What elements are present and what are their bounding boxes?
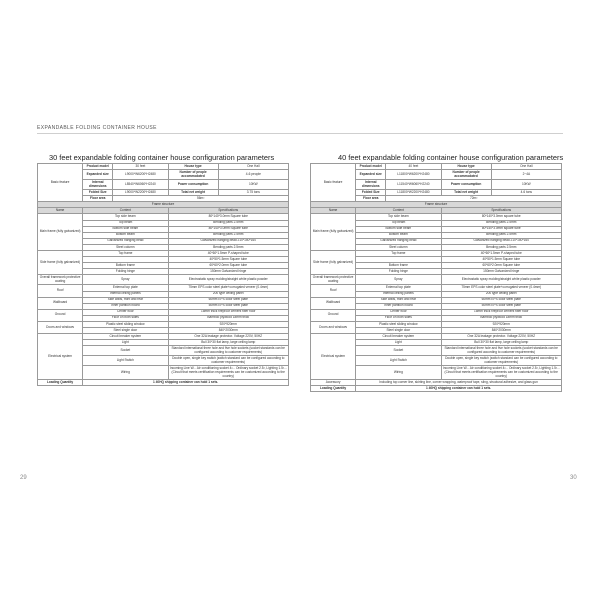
spec-specification: Bull 30*30 flat lamp, large ceiling lamp bbox=[168, 340, 289, 346]
spec-specification: 80*140*3.0mm Square tube bbox=[168, 226, 289, 232]
spec-specification: Bending parts 2.5mm bbox=[441, 244, 562, 250]
spec-specification: Galvanized hanging bead 210*150*160 bbox=[168, 238, 289, 244]
spec-content: Top frame bbox=[83, 251, 168, 257]
spec-specification: 150mm Galvanized hinge bbox=[441, 269, 562, 275]
spec-specification: Galvanized hanging bead 210*150*160 bbox=[441, 238, 562, 244]
column-header-content: Content bbox=[83, 208, 168, 214]
basic-value: L8540*W6060*H2240 bbox=[113, 180, 168, 190]
spec-content: Socket bbox=[83, 346, 168, 356]
spec-content: Bottom frame bbox=[83, 263, 168, 269]
spec-specification: Electrostatic spray molding/straight white plastic powder bbox=[441, 275, 562, 285]
spec-specification: Standard international three hole and five hole sockets (socket standards can be configured according to customer requirements) bbox=[168, 346, 289, 356]
basic-key: Total net weight bbox=[441, 190, 491, 196]
right-spec-table bbox=[310, 163, 562, 392]
spec-specification: Bending parts 2.5mm bbox=[168, 232, 289, 238]
basic-key: Power consumption bbox=[168, 180, 218, 190]
spec-specification: Standard international three hole and five hole sockets (socket standards can be configured according to customer requirements) bbox=[441, 346, 562, 356]
running-header: EXPANDABLE FOLDING CONTAINER HOUSE bbox=[37, 125, 157, 131]
spec-specification: 18mm thick fireproof cement fiber floor bbox=[168, 309, 289, 315]
basic-key: House type bbox=[168, 164, 218, 170]
spec-specification: 75mm EPS color steel plate+corrugated veneer (0.4mm) bbox=[441, 285, 562, 291]
spec-specification: One 32A leakage protector. Voltage 220V, 50HZ bbox=[441, 334, 562, 340]
spec-content: Top side beam bbox=[83, 214, 168, 220]
group-name: Electrical system bbox=[311, 334, 356, 380]
spec-specification: 60*60*2.0mm Square tube bbox=[441, 263, 562, 269]
spec-specification: 920*920mm bbox=[441, 321, 562, 327]
spec-specification: 60*60*2.0mm Square tube bbox=[168, 263, 289, 269]
spec-specification: 40*60*1.5mm P-shaped tube bbox=[168, 251, 289, 257]
basic-key: House type bbox=[441, 164, 491, 170]
group-name: Doors and windows bbox=[311, 321, 356, 333]
basic-value: L11540*W6060*H2240 bbox=[386, 180, 441, 190]
spec-content: Floor on both sides bbox=[356, 315, 441, 321]
loading-quantity-row bbox=[311, 386, 562, 392]
basic-value: L9000*W6200*H2480 bbox=[113, 170, 168, 180]
spec-row bbox=[38, 275, 289, 285]
spec-content: Top beam bbox=[356, 220, 441, 226]
spec-content: Galvanized hanging bead bbox=[356, 238, 441, 244]
loading-quantity-value: 1 40HQ shipping container can hold 1 sets. bbox=[356, 386, 562, 392]
spec-specification: Incoming Line W... Air conditioning socket 4²... Ordinary socket 2.5², Lighting 1.5²... (Circuit that meets certification requirements can be customized according to the country) bbox=[169, 365, 287, 378]
spec-content: Bottom beam bbox=[356, 232, 441, 238]
spec-content: Steel single door bbox=[83, 328, 168, 334]
basic-key: Folded Size bbox=[83, 190, 113, 196]
spec-content: External top plate bbox=[356, 285, 441, 291]
spec-content: Steel column bbox=[83, 244, 168, 250]
basic-value: L9000*W2200*H2480 bbox=[113, 190, 168, 196]
column-header-specifications: Specifications bbox=[168, 208, 289, 214]
loading-quantity-value: 1 40HQ shipping container can hold 1 sets. bbox=[83, 380, 289, 386]
spec-specification: Double open, single key switch (switch standard can be configured according to customer requirements) bbox=[441, 356, 562, 366]
right-page-title: 40 feet expandable folding container house configuration parameters bbox=[338, 153, 564, 162]
spec-specification: 150mm Galvanized hinge bbox=[168, 269, 289, 275]
spec-specification: 80*140*3.0mm square tube bbox=[441, 214, 562, 220]
group-name: Doors and windows bbox=[38, 321, 83, 333]
loading-quantity-label: Loading Quantity bbox=[311, 386, 356, 392]
basic-feature-label: Basic feature bbox=[38, 164, 83, 202]
group-name: Wallboard bbox=[311, 297, 356, 309]
spec-specification: Bull 30*30 flat lamp, large ceiling lamp bbox=[441, 340, 562, 346]
spec-specification: 920*920mm bbox=[168, 321, 289, 327]
spec-content: Floor on both sides bbox=[83, 315, 168, 321]
group-name: Wallboard bbox=[38, 297, 83, 309]
spec-content: Socket bbox=[356, 346, 441, 356]
accessory-value: Including top corner line, skirting line, corner wrapping, waterproof tape, sling, structural adhesive, and glass gun bbox=[356, 380, 562, 386]
basic-value: 2~4A bbox=[491, 170, 561, 180]
spec-specification: 200 type ceiling panel bbox=[441, 291, 562, 297]
basic-value: L11800*W6200*H2480 bbox=[386, 170, 441, 180]
basic-value: 4-6 people bbox=[218, 170, 288, 180]
basic-key: Total net weight bbox=[168, 190, 218, 196]
basic-key: Expanded size bbox=[356, 170, 386, 180]
spec-content: Light Switch bbox=[83, 356, 168, 366]
spec-specification: 40*50*1.5mm Square tube bbox=[168, 257, 289, 263]
spec-content: Top frame bbox=[356, 251, 441, 257]
spec-content: Top beam bbox=[83, 220, 168, 226]
spec-specification: Bending parts 2.5mm bbox=[168, 244, 289, 250]
group-name: Electrical system bbox=[38, 334, 83, 380]
spec-content: Side walls, front and rear bbox=[356, 297, 441, 303]
right-page-number: 30 bbox=[570, 475, 577, 481]
spec-content: Bottom frame bbox=[356, 263, 441, 269]
loading-quantity-label: Loading Quantity bbox=[38, 380, 83, 386]
spec-content: Wiring bbox=[83, 366, 168, 380]
spec-specification: 75mm EPS color steel plate+corrugated veneer (0.4mm) bbox=[168, 285, 289, 291]
basic-key: Product model bbox=[83, 164, 113, 170]
column-header-name: Name bbox=[311, 208, 356, 214]
spec-specification: 40*50*1.5mm Square tube bbox=[441, 257, 562, 263]
spec-content: Plastic steel sliding window bbox=[356, 321, 441, 327]
left-page-title: 30 feet expandable folding container house configuration parameters bbox=[49, 153, 275, 162]
basic-key: Folded Size bbox=[356, 190, 386, 196]
spec-content: Inner partition board bbox=[83, 303, 168, 309]
group-name: Side frame (fully galvanized) bbox=[38, 251, 83, 275]
spec-specification: 60mm EPS color steel plate bbox=[168, 297, 289, 303]
basic-value: 10KW bbox=[218, 180, 288, 190]
spec-content: Galvanized hanging bead bbox=[83, 238, 168, 244]
spec-specification: 840*2030mm bbox=[168, 328, 289, 334]
spec-content: Circuit breaker system bbox=[83, 334, 168, 340]
spec-specification: Incoming Line W... Air conditioning socket 4²... Ordinary socket 2.5², Lighting 1.5²... (Circuit that meets certification requirements can be customized according to the country) bbox=[442, 365, 560, 378]
spec-specification: Double open, single key switch (switch standard can be configured according to customer requirements) bbox=[168, 356, 289, 366]
group-name: Side frame (fully galvanized) bbox=[311, 251, 356, 275]
spec-content: Light Switch bbox=[356, 356, 441, 366]
basic-value: L11800*W2200*H2480 bbox=[386, 190, 441, 196]
basic-value: 10KW bbox=[491, 180, 561, 190]
column-header-content: Content bbox=[356, 208, 441, 214]
spec-content: Spray bbox=[356, 275, 441, 285]
spec-content: Circuit breaker system bbox=[356, 334, 441, 340]
right-spec-table-box bbox=[310, 163, 562, 392]
spec-content: Spray bbox=[83, 275, 168, 285]
spec-specification: Bamboo plywood 18mm thick bbox=[441, 315, 562, 321]
basic-value: 40 feet bbox=[386, 164, 441, 170]
spec-specification: Bending parts 2.5mm bbox=[441, 220, 562, 226]
spec-specification: 40*60*1.5mm P-shaped tube bbox=[441, 251, 562, 257]
basic-key: Product model bbox=[356, 164, 386, 170]
group-name: Roof bbox=[311, 285, 356, 297]
basic-key: Power consumption bbox=[441, 180, 491, 190]
spec-content: Folding hinge bbox=[83, 269, 168, 275]
spec-content: Inner partition board bbox=[356, 303, 441, 309]
spec-content: Light bbox=[356, 340, 441, 346]
basic-value: 56m² bbox=[113, 196, 289, 202]
basic-feature-label: Basic feature bbox=[311, 164, 356, 202]
spec-content: Light bbox=[83, 340, 168, 346]
group-name: Overall framework protective coating bbox=[38, 275, 83, 285]
spec-content: Bottom side beam bbox=[83, 226, 168, 232]
spec-content: Side walls, front and rear bbox=[83, 297, 168, 303]
basic-value: 30 feet bbox=[113, 164, 168, 170]
header-rule bbox=[37, 133, 563, 134]
spec-specification: 840*2030mm bbox=[441, 328, 562, 334]
spec-content: Top side beam bbox=[356, 214, 441, 220]
spec-specification: 60mm EPS color steel plate bbox=[441, 297, 562, 303]
spec-content: Steel single door bbox=[356, 328, 441, 334]
spec-content: Bottom side beam bbox=[356, 226, 441, 232]
column-header-specifications: Specifications bbox=[441, 208, 562, 214]
loading-quantity-row bbox=[38, 380, 289, 386]
spec-content: Center floor bbox=[356, 309, 441, 315]
basic-key: Floor area bbox=[83, 196, 113, 202]
spec-content: Internal ceiling panels bbox=[83, 291, 168, 297]
accessory-label: Accessory bbox=[311, 380, 356, 386]
left-page-number: 29 bbox=[20, 475, 27, 481]
spec-specification: Bending parts 2.5mm bbox=[441, 232, 562, 238]
basic-key: Number of people accommodated bbox=[441, 170, 491, 180]
spec-row bbox=[311, 275, 562, 285]
spec-content: Steel column bbox=[356, 244, 441, 250]
spec-content: Plastic steel sliding window bbox=[83, 321, 168, 327]
basic-value: 4.6 tons bbox=[491, 190, 561, 196]
group-name: Roof bbox=[38, 285, 83, 297]
spec-content: External top plate bbox=[83, 285, 168, 291]
basic-key: Expanded size bbox=[83, 170, 113, 180]
basic-key: Floor area bbox=[356, 196, 386, 202]
spec-content: Folding hinge bbox=[356, 269, 441, 275]
spec-content: Wiring bbox=[356, 366, 441, 380]
group-name: Overall framework protective coating bbox=[311, 275, 356, 285]
frame-structure-title: Frame structure bbox=[38, 202, 289, 208]
basic-value: One Hall bbox=[218, 164, 288, 170]
group-name: Main frame (fully galvanized) bbox=[311, 214, 356, 251]
group-name: Main frame (fully galvanized) bbox=[38, 214, 83, 251]
basic-value: 72m² bbox=[386, 196, 562, 202]
spec-content: Internal ceiling panels bbox=[356, 291, 441, 297]
group-name: Ground bbox=[311, 309, 356, 321]
basic-value: 3.75 tons bbox=[218, 190, 288, 196]
basic-key: Number of people accommodated bbox=[168, 170, 218, 180]
frame-structure-title: Frame structure bbox=[311, 202, 562, 208]
spec-specification: 50mm EPS color steel plate bbox=[441, 303, 562, 309]
spec-content: Bottom beam bbox=[83, 232, 168, 238]
column-header-name: Name bbox=[38, 208, 83, 214]
spec-specification: 200 type ceiling panel bbox=[168, 291, 289, 297]
left-spec-table-box bbox=[37, 163, 289, 386]
spec-specification: One 32A leakage protector. Voltage 220V, 50HZ bbox=[168, 334, 289, 340]
spec-specification: 50mm EPS color steel plate bbox=[168, 303, 289, 309]
basic-value: One Hall bbox=[491, 164, 561, 170]
spec-specification: Electrostatic spray molding/straight white plastic powder bbox=[168, 275, 289, 285]
spec-specification: 80*140*3.0mm square tube bbox=[441, 226, 562, 232]
spec-content: Center floor bbox=[83, 309, 168, 315]
spec-specification: 18mm thick fireproof cement fiber floor bbox=[441, 309, 562, 315]
left-spec-table bbox=[37, 163, 289, 386]
spec-specification: 80*140*3.0mm Square tube bbox=[168, 214, 289, 220]
basic-key: Internal dimensions bbox=[83, 180, 113, 190]
spec-specification: Bamboo plywood 18mm thick bbox=[168, 315, 289, 321]
basic-key: Internal dimensions bbox=[356, 180, 386, 190]
spec-specification: Bending parts 2.5mm bbox=[168, 220, 289, 226]
group-name: Ground bbox=[38, 309, 83, 321]
